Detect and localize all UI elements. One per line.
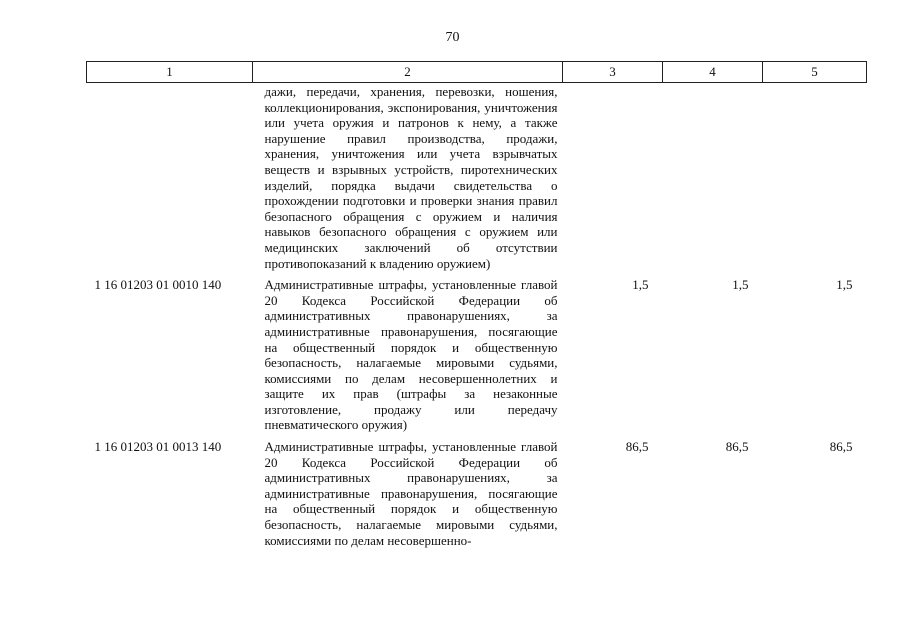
row-value-col4: 1,5	[732, 277, 749, 293]
row-description: Административные штрафы, установленные главой 20 Кодекса Российской Федерации об административных правонарушениях, за административные правонарушения, посягающие на общественный порядок и общественную безопасность, налагаемые мировыми судьями, комиссиями по делам несовершеннолетних и защите их прав (штрафы за незаконные изготовление, продажу или передачу пневматического оружия)	[264, 277, 558, 433]
column-header-1: 1	[87, 62, 253, 83]
table-header-row	[87, 62, 867, 83]
row-value-col5	[763, 83, 867, 272]
page-number: 70	[445, 30, 460, 45]
column-header-4: 4	[663, 62, 763, 83]
row-value-col3	[563, 83, 663, 272]
row-value-col4	[663, 83, 763, 272]
budget-revenue-table	[86, 61, 867, 548]
table-row	[87, 433, 867, 548]
row-code: 1 16 01203 01 0010 140	[94, 277, 222, 293]
column-header-3: 3	[563, 62, 663, 83]
row-value-col4: 86,5	[725, 439, 749, 455]
table-header	[87, 62, 867, 83]
column-header-2: 2	[253, 62, 563, 83]
row-value-col5: 1,5	[836, 277, 853, 293]
table-row	[87, 271, 867, 433]
row-description: дажи, передачи, хранения, перевозки, ношения, коллекционирования, экспонирования, уничтожения или учета оружия и патронов к нему, а также нарушение правил производства, продажи, хранения, уничтожения или учета взрывчатых веществ и взрывных устройств, пиротехнических изделий, порядка выдачи свидетельства о прохождении подготовки и проверки знания правил безопасного обращения с оружием и наличия навыков безопасного обращения с оружием или медицинских заключений об отсутствии противопоказаний к владению оружием)	[264, 84, 558, 271]
table-body	[87, 83, 867, 549]
row-value-col3: 86,5	[625, 439, 649, 455]
row-value-col5: 86,5	[829, 439, 853, 455]
row-code: 1 16 01203 01 0013 140	[94, 439, 222, 455]
row-description: Административные штрафы, установленные главой 20 Кодекса Российской Федерации об административных правонарушениях, за административные правонарушения, посягающие на общественный порядок и общественную безопасность, налагаемые мировыми судьями, комиссиями по делам несовершенно-	[264, 439, 558, 548]
row-value-col3: 1,5	[632, 277, 649, 293]
row-code	[87, 83, 253, 272]
column-header-5: 5	[763, 62, 867, 83]
table-row	[87, 83, 867, 272]
